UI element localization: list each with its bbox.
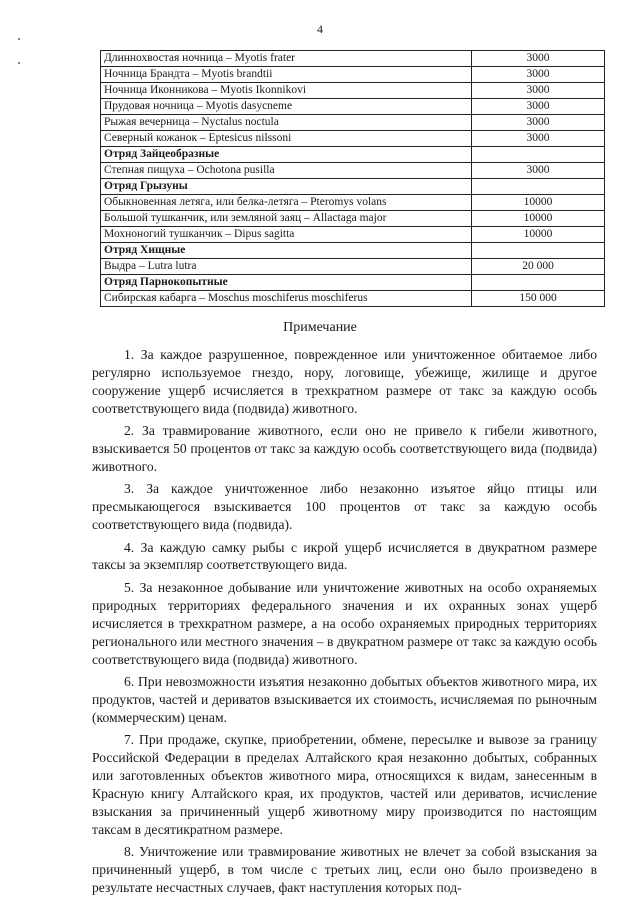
note-paragraph: 4. За каждую самку рыбы с икрой ущерб исчисляется в двукратном размере таксы за экземпляр соответствующего вида. [92,539,597,573]
species-name: Прудовая ночница – Myotis dasycneme [101,99,472,115]
tax-value: 3000 [472,131,605,147]
order-name: Отряд Хищные [101,243,472,259]
tax-value [472,275,605,291]
species-row [101,67,605,83]
order-row [101,147,605,163]
species-row [101,99,605,115]
tax-value: 10000 [472,211,605,227]
note-paragraph: 7. При продаже, скупке, приобретении, обмене, пересылке и вывозе за границу Российской Федерации в пределах Алтайского края незаконно добытых, собранных или заготовленных объектов животного мира, относящихся к видам, занесенным в Красную книгу Алтайского края, их продуктов, частей или дериватов, исчисление взыскания за причиненный ущерб животному миру производится по настоящим таксам в десятикратном размере. [92,732,597,837]
note-paragraph: 5. За незаконное добывание или уничтожение животных на особо охраняемых природных территориях федерального значения и их охранных зонах ущерб исчисляется в трехкратном размере, а на особо охраняемых природных территориях регионального или местного значения – в двукратном размере от такс за каждую особь соответствующего вида (подвида) животного. [92,579,597,667]
page-number: 4 [317,22,323,36]
note-paragraph: 1. За каждое разрушенное, поврежденное или уничтоженное обитаемое либо регулярно используемое гнездо, нору, логовище, убежище, жилище и другое сооружение ущерб исчисляется в трехкратном размере от такс за каждую особь соответствующего вида (подвида) животного. [92,347,597,416]
species-name: Ночница Брандта – Myotis brandtii [101,67,472,83]
species-name: Ночница Иконникова – Myotis Ikonnikovi [101,83,472,99]
tax-value: 3000 [472,99,605,115]
order-name: Отряд Парнокопытные [101,275,472,291]
species-name: Сибирская кабарга – Moschus moschiferus moschiferus [101,291,472,307]
tax-value: 20 000 [472,259,605,275]
species-name: Рыжая вечерница – Nyctalus noctula [101,115,472,131]
species-name: Большой тушканчик, или земляной заяц – Allactaga major [101,211,472,227]
note-paragraph: 2. За травмирование животного, если оно не привело к гибели животного, взыскивается 50 процентов от такс за каждую особь соответствующего вида (подвида) животного. [92,423,597,474]
species-row [101,115,605,131]
species-row [101,163,605,179]
species-row [101,131,605,147]
species-name: Обыкновенная летяга, или белка-летяга – Pteromys volans [101,195,472,211]
species-row [101,51,605,67]
species-row [101,83,605,99]
species-row [101,259,605,275]
tax-value: 150 000 [472,291,605,307]
tax-value [472,179,605,195]
tax-value: 3000 [472,163,605,179]
note-title: Примечание [283,320,357,335]
scan-speck [18,38,20,40]
species-name: Мохноногий тушканчик – Dipus sagitta [101,227,472,243]
tax-value: 3000 [472,83,605,99]
order-name: Отряд Зайцеобразные [101,147,472,163]
notes-section [92,346,597,901]
species-name: Северный кожанок – Eptesicus nilssoni [101,131,472,147]
order-name: Отряд Грызуны [101,179,472,195]
species-tax-table [100,50,605,307]
note-paragraph: 8. Уничтожение или травмирование животных не влечет за собой взыскания за причиненный ущерб, в том числе с третьих лиц, если оно было произведено в результате несчастных случаев, факт наступления которых под- [92,844,597,895]
tax-value: 10000 [472,227,605,243]
note-paragraph: 3. За каждое уничтоженное либо незаконно изъятое яйцо птицы или пресмыкающегося взыскивается 100 процентов от такс за каждую особь соответствующего вида (подвида). [92,481,597,533]
order-row [101,275,605,291]
tax-value [472,147,605,163]
tax-value: 10000 [472,195,605,211]
tax-value: 3000 [472,115,605,131]
species-name: Длиннохвостая ночница – Myotis frater [101,51,472,67]
order-row [101,243,605,259]
species-name: Степная пищуха – Ochotona pusilla [101,163,472,179]
species-row [101,211,605,227]
species-row [101,227,605,243]
species-name: Выдра – Lutra lutra [101,259,472,275]
species-row [101,195,605,211]
scan-speck [18,62,20,64]
order-row [101,179,605,195]
note-paragraph: 6. При невозможности изъятия незаконно добытых объектов животного мира, их продуктов, частей и дериватов взыскивается их стоимость, исчисляемая по рыночным (коммерческим) ценам. [92,673,597,725]
species-row [101,291,605,307]
tax-value: 3000 [472,67,605,83]
tax-value: 3000 [472,51,605,67]
tax-value [472,243,605,259]
